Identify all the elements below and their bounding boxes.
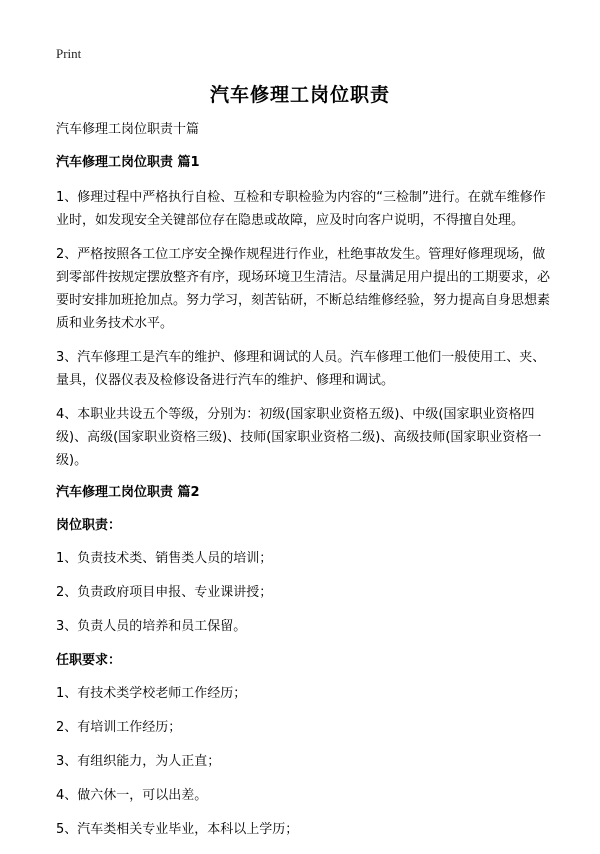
- document-body: [56, 120, 556, 854]
- list-item: 3、有组织能力，为人正直；: [56, 754, 221, 769]
- print-label: Print: [56, 46, 82, 61]
- paragraph: 3、汽车修理工是汽车的维护、修理和调试的人员。汽车修理工他们一般使用工、夹、量具，仪器仪表及检修设备进行汽车的维护、修理和调试。: [56, 350, 546, 388]
- list-item: 3、负责人员的培养和员工保留。: [56, 619, 247, 634]
- list-item: 5、汽车类相关专业毕业，本科以上学历；: [56, 822, 299, 837]
- list-item: 1、负责技术类、销售类人员的培训；: [56, 551, 273, 566]
- document-subtitle: 汽车修理工岗位职责十篇: [56, 122, 200, 137]
- requirement-heading: 任职要求：: [56, 653, 122, 668]
- paragraph: 1、修理过程中严格执行自检、互检和专职检验为内容的“三检制”进行。在就车维修作业时，如发现安全关键部位存在隐患或故障，应及时向客户说明，不得擅自处理。: [56, 190, 546, 228]
- duty-heading: 岗位职责：: [56, 518, 122, 533]
- section-heading-1: 汽车修理工岗位职责 篇1: [56, 155, 200, 170]
- list-item: 4、做六休一，可以出差。: [56, 788, 208, 803]
- paragraph: 2、严格按照各工位工序安全操作规程进行作业，杜绝事故发生。管理好修理现场，做到零部件按规定摆放整齐有序，现场环境卫生清洁。尽量满足用户提出的工期要求，必要时安排加班抢加点。努力学习，刻苦钻研，不断总结维修经验，努力提高自身思想素质和业务技术水平。: [56, 247, 551, 331]
- list-item: 1、有技术类学校老师工作经历；: [56, 686, 247, 701]
- page-title: 汽车修理工岗位职责: [209, 84, 390, 106]
- section-heading-2: 汽车修理工岗位职责 篇2: [56, 485, 200, 500]
- list-item: 2、负责政府项目申报、专业课讲授；: [56, 585, 273, 600]
- list-item: 2、有培训工作经历；: [56, 720, 182, 735]
- paragraph: 4、本职业共设五个等级，分别为：初级(国家职业资格五级)、中级(国家职业资格四级)、高级(国家职业资格三级)、技师(国家职业资格二级)、高级技师(国家职业资格一级)。: [56, 407, 542, 468]
